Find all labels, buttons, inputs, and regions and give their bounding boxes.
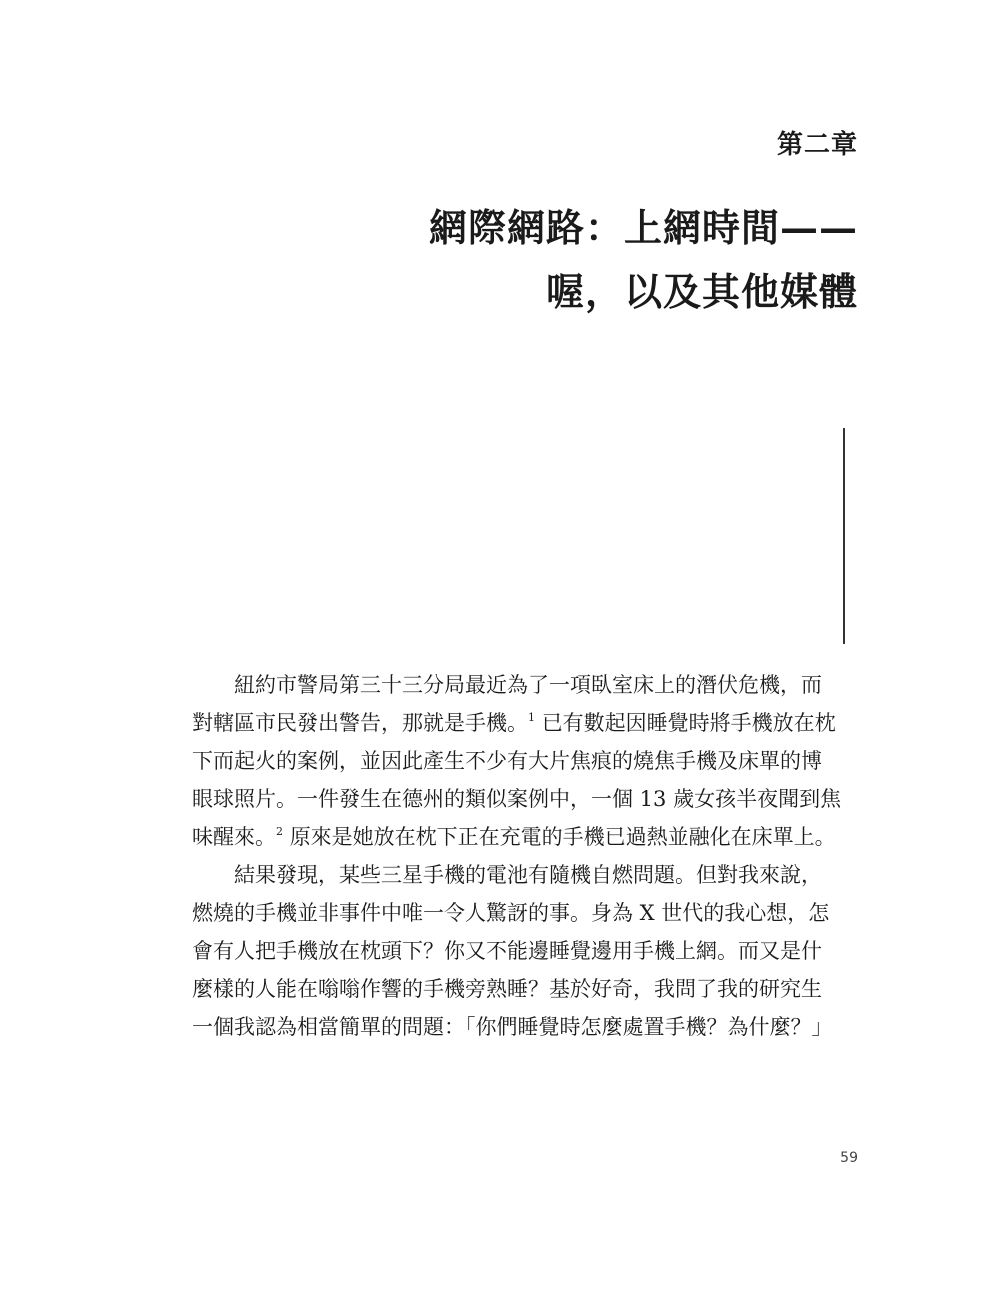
footnote-marker-1: 1 <box>528 711 535 724</box>
chapter-title-line-1: 網際網路：上網時間—— <box>428 205 858 250</box>
body-line-8: 會有人把手機放在枕頭下？你又不能邊睡覺邊用手機上網。而又是什 <box>192 939 822 963</box>
body-line-2 <box>192 704 858 742</box>
body-line-2-text-cont: 已有數起因睡覺時將手機放在枕 <box>541 711 836 735</box>
page-number: 59 <box>840 1150 858 1166</box>
body-line-6: 結果發現，某些三星手機的電池有隨機自燃問題。但對我來說， <box>234 863 822 887</box>
footnote-marker-2: 2 <box>276 825 283 838</box>
body-line-5-text-cont: 原來是她放在枕下正在充電的手機已過熱並融化在床單上。 <box>289 825 836 849</box>
body-line-4: 眼球照片。一件發生在德州的類似案例中，一個 13 歲女孩半夜聞到焦 <box>192 787 842 811</box>
body-line-10: 一個我認為相當簡單的問題：「你們睡覺時怎麼處置手機？為什麼？」 <box>192 1015 833 1039</box>
vertical-rule-divider <box>843 428 845 644</box>
body-line-3: 下而起火的案例，並因此產生不少有大片焦痕的燒焦手機及床單的博 <box>192 749 822 773</box>
chapter-title-line-2: 喔，以及其他媒體 <box>545 269 858 314</box>
body-line-7: 燃燒的手機並非事件中唯一令人驚訝的事。身為 X 世代的我心想，怎 <box>192 901 830 925</box>
chapter-title <box>429 196 858 324</box>
body-line-1: 紐約市警局第三十三分局最近為了一項臥室床上的潛伏危機，而 <box>234 673 822 697</box>
body-line-2-text: 對轄區市民發出警告，那就是手機。 <box>192 711 528 735</box>
chapter-label: 第二章 <box>776 130 858 160</box>
body-text <box>192 666 858 1046</box>
body-line-5-text: 味醒來。 <box>192 825 276 849</box>
body-line-9: 麼樣的人能在嗡嗡作響的手機旁熟睡？基於好奇，我問了我的研究生 <box>192 977 822 1001</box>
body-line-5 <box>192 818 858 856</box>
